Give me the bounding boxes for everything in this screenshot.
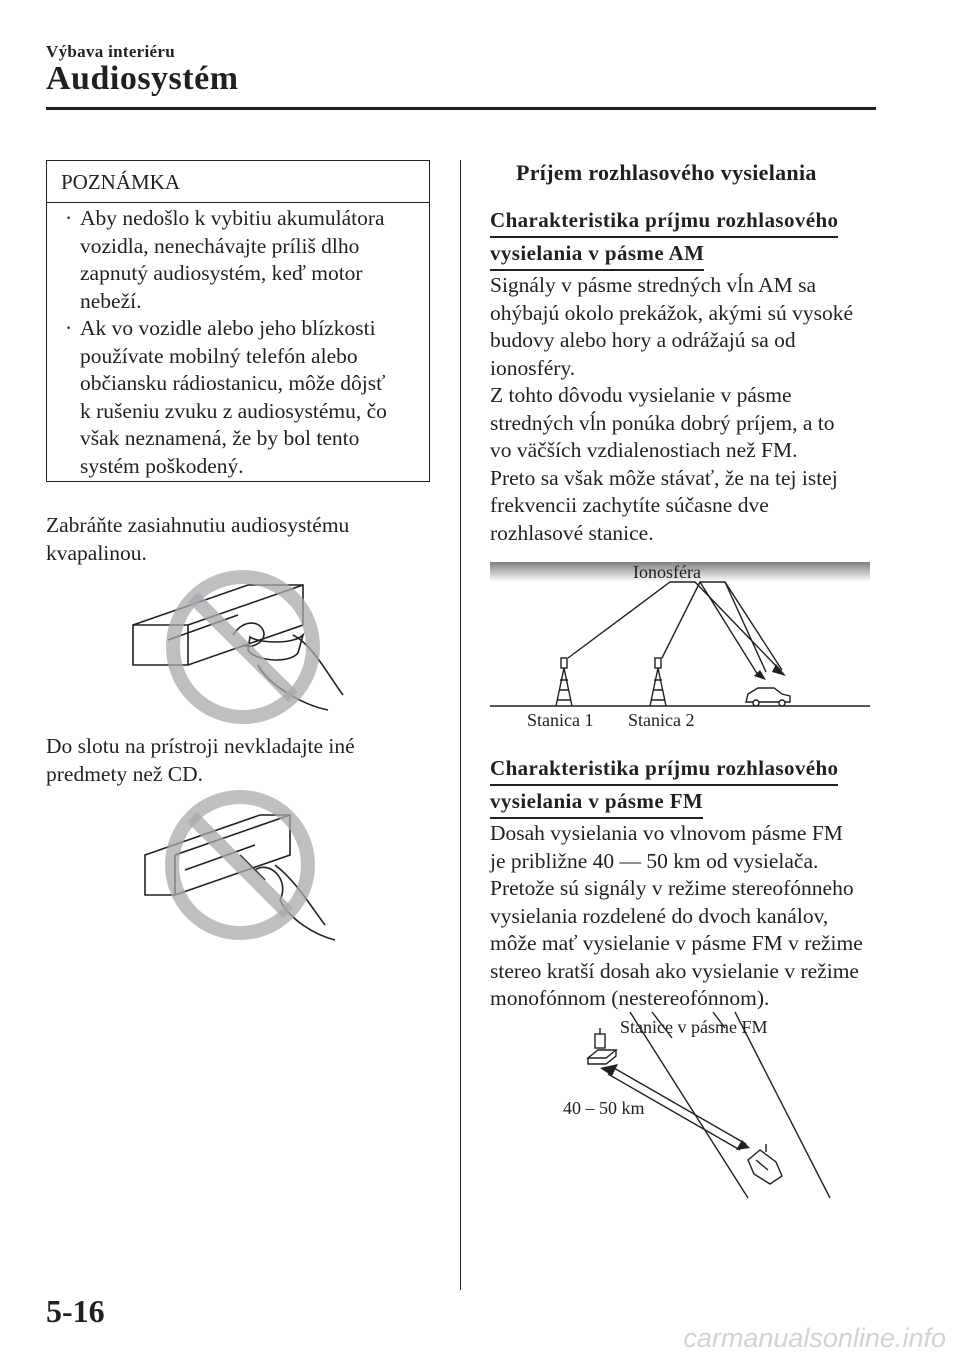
text-line: kvapalinou.: [46, 540, 147, 565]
text-line: ionosféry.: [490, 355, 576, 380]
text-line: monofónnom (nestereofónnom).: [490, 986, 770, 1010]
note-line: vozidla, nenechávajte príliš dlho: [80, 233, 360, 258]
bullet: ·: [65, 206, 73, 230]
am-heading-line: Charakteristika príjmu rozhlasového: [490, 205, 838, 238]
text-line: Preto sa však môže stávať, že na tej istej: [490, 465, 838, 490]
note-line: Ak vo vozidle alebo jeho blízkosti: [80, 316, 376, 340]
text-line: vo väčších vzdialenostiach než FM.: [490, 438, 798, 462]
car-icon: [746, 688, 790, 706]
note-line: používate mobilný telefón alebo: [80, 343, 358, 368]
column-divider: [460, 160, 461, 1290]
note-box: [46, 160, 430, 482]
fm-heading-line: Charakteristika príjmu rozhlasového: [490, 753, 838, 786]
fm-paragraph: [490, 820, 885, 1013]
road-edge: [735, 1012, 830, 1198]
signal-path: [662, 582, 782, 670]
note-line: však neznamená, že by bol tento: [80, 426, 360, 450]
note-line: občiansku rádiostanicu, môže dôjsť: [80, 371, 386, 395]
station1-label: Stanica 1: [527, 710, 594, 730]
note-list: [47, 205, 429, 480]
text-line: je približne 40 ― 50 km od vysielača.: [490, 848, 819, 873]
fm-heading: [490, 753, 838, 819]
road-edge: [630, 1012, 748, 1198]
text-line: frekvencii zachytíte súčasne dve: [490, 493, 769, 517]
section-label: Výbava interiéru: [46, 42, 175, 61]
note-line: nebeží.: [80, 288, 142, 313]
am-heading-line: vysielania v pásme AM: [490, 238, 704, 271]
no-liquid-illustration: [128, 565, 358, 730]
no-foreign-object-illustration: [140, 785, 340, 945]
fm-station-icon: [588, 1028, 616, 1064]
car-icon: [748, 1144, 782, 1184]
note-line: Aby nedošlo k vybitiu akumulátora: [80, 206, 385, 230]
page-number: 5-16: [46, 1293, 105, 1329]
section-heading: Príjem rozhlasového vysielania: [516, 160, 817, 185]
page-title: Audiosystém: [46, 60, 239, 97]
transmitter-tower-icon: [650, 658, 666, 706]
transmitter-tower-icon: [556, 658, 572, 706]
ionosphere-label: Ionosféra: [633, 562, 701, 582]
text-line: Z tohto dôvodu vysielanie v pásme: [490, 383, 792, 407]
note-heading: POZNÁMKA: [47, 161, 429, 203]
title-rule: [46, 107, 876, 110]
distance-label: 40 – 50 km: [563, 1098, 645, 1118]
note-line: k rušeniu zvuku z audiosystému, čo: [80, 398, 387, 423]
note-line: zapnutý audiosystém, keď motor: [80, 261, 363, 285]
text-line: predmety než CD.: [46, 761, 204, 786]
text-line: Zabráňte zasiahnutiu audiosystému: [46, 513, 350, 537]
station2-label: Stanica 2: [628, 710, 695, 730]
watermark: carmanualsonline.info: [683, 1323, 946, 1353]
text-line: vysielania rozdelené do dvoch kanálov,: [490, 903, 829, 928]
note-item: [47, 205, 429, 315]
note-item: [47, 315, 429, 480]
text-line: rozhlasové stanice.: [490, 520, 654, 545]
text-line: stredných vĺn ponúka dobrý príjem, a to: [490, 410, 835, 435]
text-line: môže mať vysielanie v pásme FM v režime: [490, 931, 863, 955]
prohibited-slash-icon: [193, 597, 293, 697]
am-reception-diagram: [490, 560, 872, 735]
am-paragraph: [490, 272, 885, 547]
text-line: Signály v pásme stredných vĺn AM sa: [490, 273, 817, 297]
bullet: ·: [65, 316, 73, 340]
text-line: Do slotu na prístroji nevkladajte iné: [46, 734, 355, 758]
prohibited-slash-icon: [192, 817, 288, 913]
liquid-warning-paragraph: [46, 512, 446, 567]
note-line: systém poškodený.: [80, 453, 244, 478]
fm-heading-line: vysielania v pásme FM: [490, 786, 703, 819]
am-heading: [490, 205, 838, 271]
text-line: Dosah vysielania vo vlnovom pásme FM: [490, 821, 843, 845]
signal-path: [568, 582, 780, 670]
text-line: ohýbajú okolo prekážok, akými sú vysoké: [490, 300, 854, 325]
text-line: budovy alebo hory a odrážajú sa od: [490, 328, 796, 352]
text-line: Pretože sú signály v režime stereofónneho: [490, 876, 854, 900]
text-line: stereo kratší dosah ako vysielanie v režime: [490, 958, 859, 983]
cd-slot-warning-paragraph: [46, 733, 446, 788]
fm-station-label: Stanice v pásme FM: [620, 1017, 768, 1037]
